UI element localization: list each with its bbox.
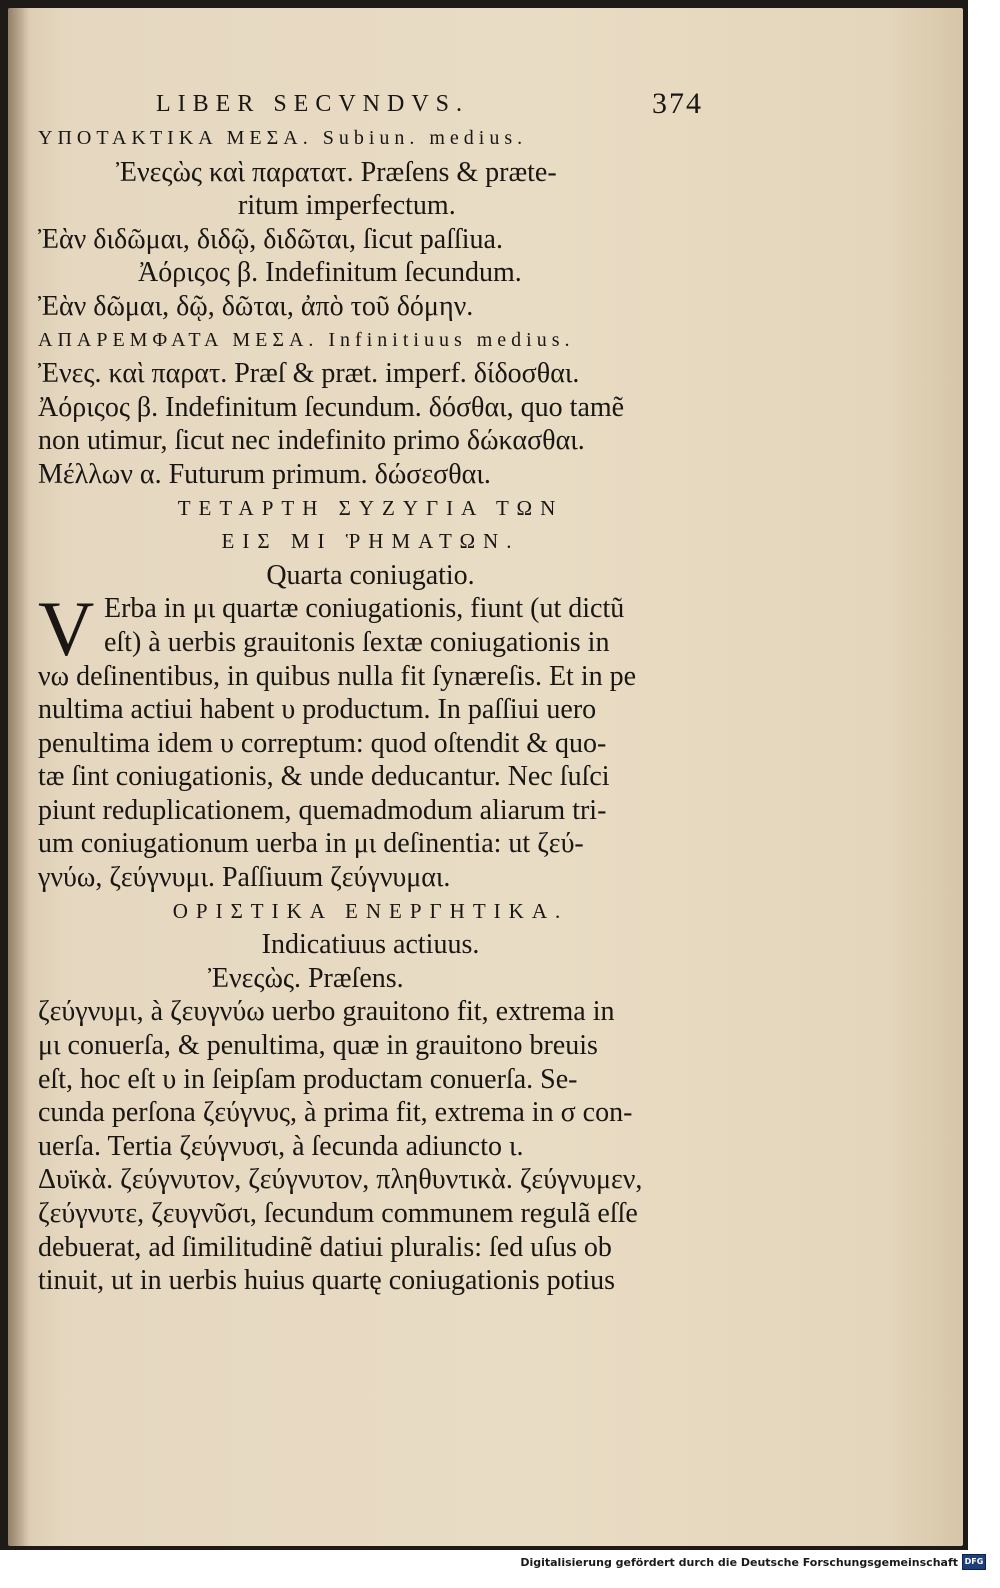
paragraph-line: γνύω, ζεύγνυμι. Paſſiuum ζεύγνυμαι. bbox=[38, 862, 451, 894]
running-head bbox=[156, 86, 703, 122]
text-line: Ἐὰν δῶμαι, δῷ, δῶται, ἀπὸ τοῦ δόμην. bbox=[38, 290, 474, 322]
section2-line: cunda perſona ζεύγνυς, à prima fit, extrema in σ con- bbox=[38, 1097, 633, 1129]
page-number: 374 bbox=[652, 87, 703, 120]
section2-line: eſt, hoc eſt υ in ſeipſam productam conuerſa. Se- bbox=[38, 1063, 578, 1095]
book-page bbox=[8, 8, 963, 1546]
paragraph-line: tæ ſint coniugationis, & unde deducantur. Nec ſuſci bbox=[38, 761, 610, 793]
section2-line: ζεύγνυτε, ζευγνῦσι, ſecundum communem regulã eſſe bbox=[38, 1198, 638, 1229]
text-line: ritum imperfectum. bbox=[238, 190, 456, 222]
text-line: Ἀόριςος β. Indefinitum ſecundum. bbox=[138, 257, 522, 289]
section2-line: Δυϊκὰ. ζεύγνυτον, ζεύγνυτον, πληθυντικὰ. ζεύγνυμεν, bbox=[38, 1164, 643, 1196]
section-heading-latin: Quarta coniugatio. bbox=[266, 559, 475, 591]
text-line: Μέλλων α. Futurum primum. δώσεσθαι. bbox=[38, 458, 491, 490]
paragraph-line: piunt reduplicationem, quemadmodum aliarum tri- bbox=[38, 794, 607, 826]
section2-line: μι conuerſa, & penultima, quæ in grauitono breuis bbox=[38, 1030, 598, 1062]
text-line: Ἐνεςὼς καὶ παρατατ. Præſens & præte- bbox=[116, 156, 557, 188]
running-head-title: LIBER SECVNDVS. bbox=[156, 91, 470, 117]
section2-lines bbox=[38, 995, 703, 1297]
section-heading-greek-1: ΤΕΤΑΡΤΗ ΣΥΖΥΓΙΑ ΤΩΝ bbox=[177, 495, 564, 520]
paragraph-line: nultima actiui habent υ productum. In paſſiui uero bbox=[38, 694, 597, 726]
text-line: non utimur, ſicut nec indefinito primo δώκασθαι. bbox=[38, 425, 585, 457]
text-line: Ἐνες. καὶ παρατ. Præſ & præt. imperf. δίδοσθαι. bbox=[38, 358, 580, 390]
dfg-logo: DFG bbox=[962, 1554, 986, 1570]
section2-line: tinuit, ut in uerbis huius quartę coniugationis potius bbox=[38, 1265, 616, 1297]
text-line: Ἐὰν διδῶμαι, διδῷ, διδῶται, ſicut paſſiua. bbox=[38, 223, 503, 255]
section-heading-greek-2: ΕΙΣ ΜΙ ῬΗΜΑΤΩΝ. bbox=[221, 529, 520, 554]
paragraph-line: νω deſinentibus, in quibus nulla fit ſynæreſis. Et in pe bbox=[38, 660, 637, 692]
greek-paradigm-lines bbox=[38, 122, 703, 492]
page-text bbox=[38, 86, 703, 1298]
section2-line: ζεύγνυμι, à ζευγνύω uerbo grauitono fit, extrema in bbox=[38, 996, 615, 1028]
paragraph-line: Erba in μι quartæ coniugationis, fiunt (ut dictũ bbox=[104, 593, 625, 625]
credit-text: Digitalisierung gefördert durch die Deutsche Forschungsgemeinschaft bbox=[520, 1555, 958, 1569]
section2-tense: Ἐνεςὼς. Præſens. bbox=[208, 962, 404, 994]
paragraph-line: penultima idem υ correptum: quod oſtendit & quo- bbox=[38, 727, 607, 759]
digitization-credit bbox=[520, 1554, 986, 1570]
text-line: ΥΠΟΤΑΚΤΙΚΑ ΜΕΣΑ. Subiun. medius. bbox=[38, 127, 528, 149]
paragraph-line: eſt) à uerbis grauitonis ſextæ coniugationis in bbox=[104, 626, 610, 658]
body-paragraph bbox=[38, 585, 703, 894]
paragraph-line: um coniugationum uerba in μι deſinentia: ut ζεύ- bbox=[38, 828, 584, 860]
section2-subheading: Indicatiuus actiuus. bbox=[261, 929, 480, 961]
drop-cap: V bbox=[38, 585, 95, 673]
section2-line: debuerat, ad ſimilitudinẽ datiui pluralis: ſed uſus ob bbox=[38, 1231, 612, 1263]
section2-heading: ΟΡΙΣΤΙΚΑ ΕΝΕΡΓΗΤΙΚΑ. bbox=[172, 898, 569, 923]
text-line: Ἀόριςος β. Indefinitum ſecundum. δόσθαι, quo tamẽ bbox=[38, 391, 625, 423]
text-line: ΑΠΑΡΕΜΦΑΤΑ ΜΕΣΑ. Infinitiuus medius. bbox=[38, 328, 575, 351]
section2-line: uerſa. Tertia ζεύγνυσι, à ſecunda adiuncto ι. bbox=[38, 1130, 524, 1162]
paragraph-lines bbox=[38, 585, 703, 894]
page-gutter-shadow bbox=[8, 8, 30, 1546]
